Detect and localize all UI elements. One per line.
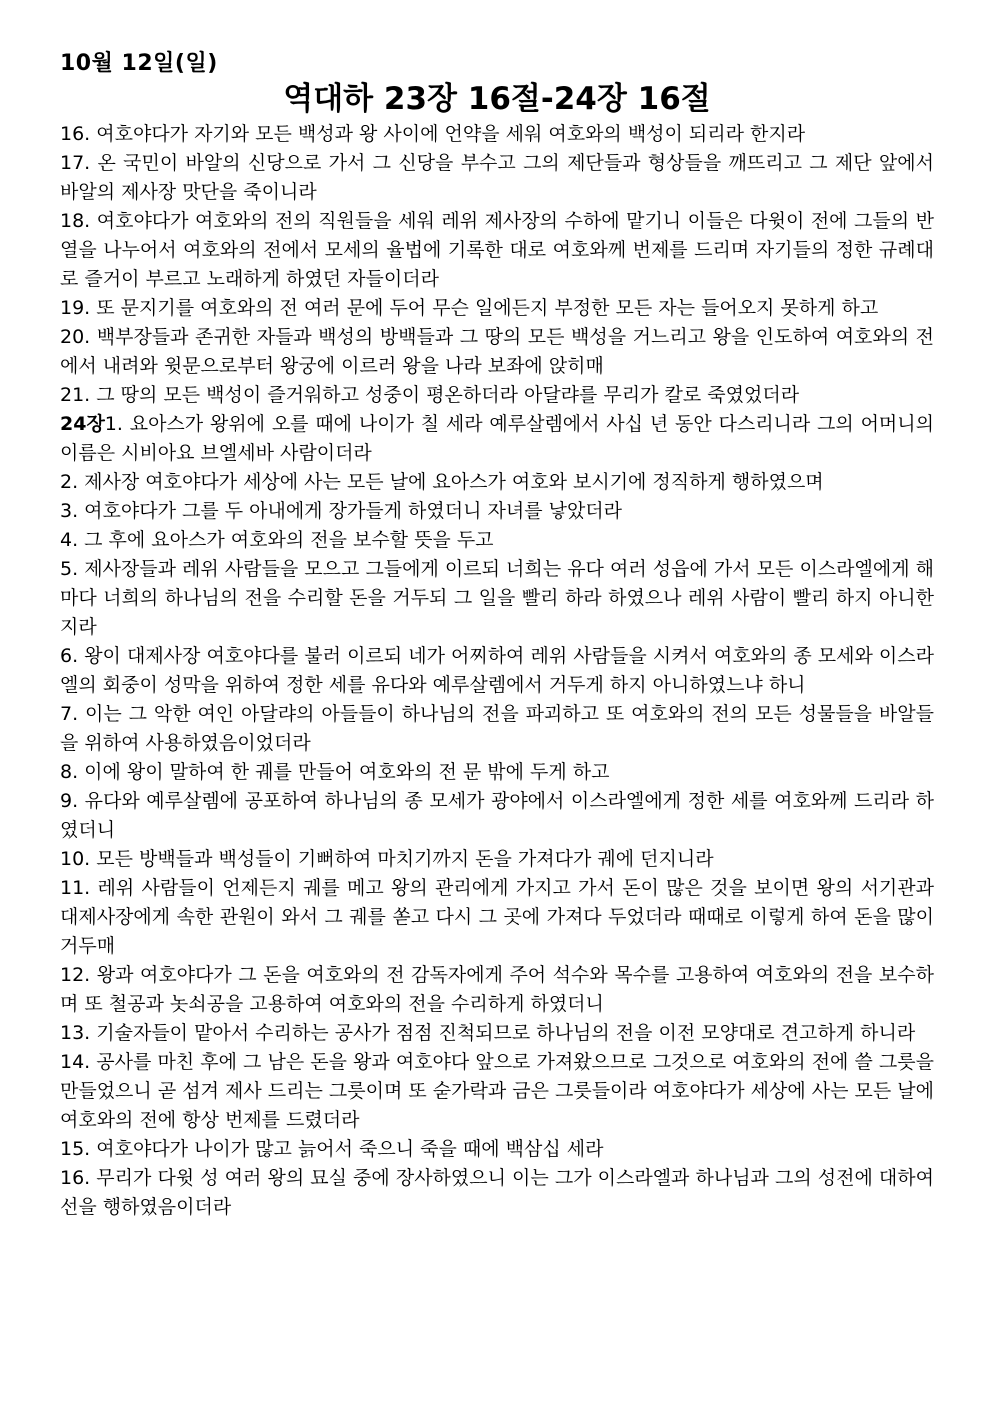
verse-paragraph [60,700,934,758]
verse-text: 11. 레위 사람들이 언제든지 궤를 메고 왕의 관리에게 가지고 가서 돈이 많은 것을 보이면 왕의 서기관과 대제사장에게 속한 관원이 와서 그 궤를 쏟고 다시 그 곳에 가져다 두었더라 때때로 이렇게 하여 돈을 많이 거두매 [60,877,934,957]
verse-paragraph [60,207,934,294]
verse-text: 16. 여호야다가 자기와 모든 백성과 왕 사이에 언약을 세워 여호와의 백성이 되리라 한지라 [60,123,806,145]
verse-text: 5. 제사장들과 레위 사람들을 모으고 그들에게 이르되 너희는 유다 여러 성읍에 가서 모든 이스라엘에게 해마다 너희의 하나님의 전을 수리할 돈을 거두되 그 일을 빨리 하라 하였으나 레위 사람이 빨리 하지 아니한지라 [60,558,934,638]
verse-paragraph [60,497,934,526]
verse-text: 21. 그 땅의 모든 백성이 즐거워하고 성중이 평온하더라 아달랴를 무리가 칼로 죽였었더라 [60,384,800,406]
verse-text: 12. 왕과 여호야다가 그 돈을 여호와의 전 감독자에게 주어 석수와 목수를 고용하여 여호와의 전을 보수하며 또 철공과 놋쇠공을 고용하여 여호와의 전을 수리하게 하였더니 [60,964,934,1015]
verse-text: 17. 온 국민이 바알의 신당으로 가서 그 신당을 부수고 그의 제단들과 형상들을 깨뜨리고 그 제단 앞에서 바알의 제사장 맛단을 죽이니라 [60,152,934,203]
verse-paragraph [60,874,934,961]
verse-paragraph [60,1019,934,1048]
verse-paragraph [60,1135,934,1164]
verse-text: 19. 또 문지기를 여호와의 전 여러 문에 두어 무슨 일에든지 부정한 모든 자는 들어오지 못하게 하고 [60,297,879,319]
verse-paragraph [60,642,934,700]
verse-paragraph [60,787,934,845]
verse-paragraph [60,758,934,787]
verse-text: 4. 그 후에 요아스가 여호와의 전을 보수할 뜻을 두고 [60,529,494,551]
verse-paragraph [60,1164,934,1222]
verse-text: 1. 요아스가 왕위에 오를 때에 나이가 칠 세라 예루살렘에서 사십 년 동안 다스리니라 그의 어머니의 이름은 시비아요 브엘세바 사람이더라 [60,413,934,464]
document-page [60,48,934,1222]
verse-paragraph [60,526,934,555]
verse-paragraph [60,555,934,642]
verse-text: 3. 여호야다가 그를 두 아내에게 장가들게 하였더니 자녀를 낳았더라 [60,500,623,522]
verse-list [60,120,934,1222]
verse-paragraph [60,149,934,207]
verse-text: 16. 무리가 다윗 성 여러 왕의 묘실 중에 장사하였으니 이는 그가 이스라엘과 하나님과 그의 성전에 대하여 선을 행하였음이더라 [60,1167,934,1218]
verse-text: 7. 이는 그 악한 여인 아달랴의 아들들이 하나님의 전을 파괴하고 또 여호와의 전의 모든 성물들을 바알들을 위하여 사용하였음이었더라 [60,703,934,754]
chapter-marker: 24장 [60,413,105,435]
verse-text: 10. 모든 방백들과 백성들이 기뻐하여 마치기까지 돈을 가져다가 궤에 던지니라 [60,848,714,870]
verse-paragraph [60,845,934,874]
verse-text: 14. 공사를 마친 후에 그 남은 돈을 왕과 여호야다 앞으로 가져왔으므로 그것으로 여호와의 전에 쓸 그릇을 만들었으니 곧 섬겨 제사 드리는 그릇이며 또 숟가락과 금은 그릇들이라 여호야다가 세상에 사는 모든 날에 여호와의 전에 항상 번제를 드렸더라 [60,1051,934,1131]
verse-text: 8. 이에 왕이 말하여 한 궤를 만들어 여호와의 전 문 밖에 두게 하고 [60,761,610,783]
verse-paragraph [60,294,934,323]
verse-text: 2. 제사장 여호야다가 세상에 사는 모든 날에 요아스가 여호와 보시기에 정직하게 행하였으며 [60,471,824,493]
verse-paragraph [60,323,934,381]
verse-text: 6. 왕이 대제사장 여호야다를 불러 이르되 네가 어찌하여 레위 사람들을 시켜서 여호와의 종 모세와 이스라엘의 회중이 성막을 위하여 정한 세를 유다와 예루살렘에서 거두게 하지 아니하였느냐 하니 [60,645,934,696]
date-heading: 10월 12일(일) [60,51,218,76]
verse-text: 9. 유다와 예루살렘에 공포하여 하나님의 종 모세가 광야에서 이스라엘에게 정한 세를 여호와께 드리라 하였더니 [60,790,934,841]
verse-paragraph [60,1048,934,1135]
verse-paragraph [60,410,934,468]
verse-paragraph [60,468,934,497]
verse-text: 18. 여호야다가 여호와의 전의 직원들을 세워 레위 제사장의 수하에 맡기니 이들은 다윗이 전에 그들의 반열을 나누어서 여호와의 전에서 모세의 율법에 기록한 대로 여호와께 번제를 드리며 자기들의 정한 규례대로 즐거이 부르고 노래하게 하였던 자들이더라 [60,210,934,290]
verse-text: 15. 여호야다가 나이가 많고 늙어서 죽으니 죽을 때에 백삼십 세라 [60,1138,604,1160]
verse-paragraph [60,961,934,1019]
verse-paragraph [60,381,934,410]
verse-text: 13. 기술자들이 맡아서 수리하는 공사가 점점 진척되므로 하나님의 전을 이전 모양대로 견고하게 하니라 [60,1022,916,1044]
verse-paragraph [60,120,934,149]
verse-text: 20. 백부장들과 존귀한 자들과 백성의 방백들과 그 땅의 모든 백성을 거느리고 왕을 인도하여 여호와의 전에서 내려와 윗문으로부터 왕궁에 이르러 왕을 나라 보좌에 앉히매 [60,326,934,377]
passage-title: 역대하 23장 16절-24장 16절 [283,81,711,117]
